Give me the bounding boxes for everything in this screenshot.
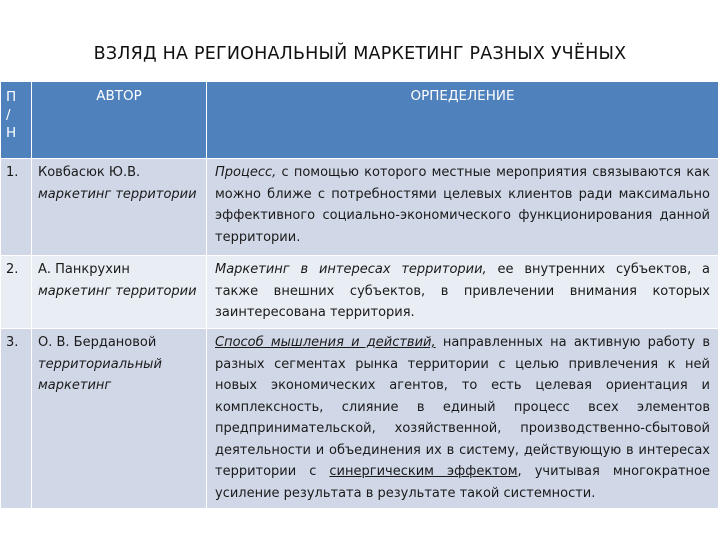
table-header-row [1,82,719,159]
table-row [1,329,719,509]
row-number: 3. [1,329,32,509]
table-row [1,159,719,256]
author-cell [32,329,207,509]
header-number-line: П [6,89,17,105]
row-number: 2. [1,256,32,329]
page-title: ВЗЛЯД НА РЕГИОНАЛЬНЫЙ МАРКЕТИНГ РАЗНЫХ УЧЁНЫХ [93,44,627,64]
author-name: Ковбасюк Ю.В. [38,165,141,180]
row-number: 1. [1,159,32,256]
author-name: О. В. Бердановой [38,335,157,350]
definition-lead: Процесс, [215,165,277,180]
author-term: территориальный маркетинг [38,356,162,393]
table-row [1,256,719,329]
definition-text: с помощью которого местные мероприятия связываются как можно ближе с потребностями целевых клиентов ради максимально эффективного социально-экономического функционирования данной территории. [215,165,710,245]
definition-cell [207,159,719,256]
author-term: маркетинг территории [38,186,197,202]
header-author: АВТОР [32,82,207,159]
definitions-table [0,81,719,509]
definition-text: ее внутренних субъектов, а также внешних субъектов, в привлечении внимания которых заинтересована территория. [215,262,710,320]
header-number-line: / [6,107,11,123]
definition-lead: Способ мышления и действий, [215,335,436,350]
synergy-effect-term: синергическим эффектом [329,464,518,479]
definition-cell [207,329,719,509]
header-number-line: Н [6,125,17,141]
author-name: А. Панкрухин [38,262,130,277]
definition-cell [207,256,719,329]
header-definition: ОРПЕДЕЛЕНИЕ [207,82,719,159]
definition-text: направленных на активную работу в разных сегментах рынка территории с целью привлечения к ней новых экономических агентов, то есть целевая ориентация и комплексность, слияние в единый процесс всех элементов предпринимательской, хозяйственной, производственно-сбытовой деятельности и объединения их в систему, действующую в интересах территории с [215,335,710,479]
definition-lead: Маркетинг в интересах территории, [215,262,487,277]
author-term: маркетинг территории [38,283,197,299]
header-number [1,82,32,159]
definition-text: , учитывая многократное усиление результата в результате такой системности. [215,464,710,501]
author-cell [32,256,207,329]
author-cell [32,159,207,256]
